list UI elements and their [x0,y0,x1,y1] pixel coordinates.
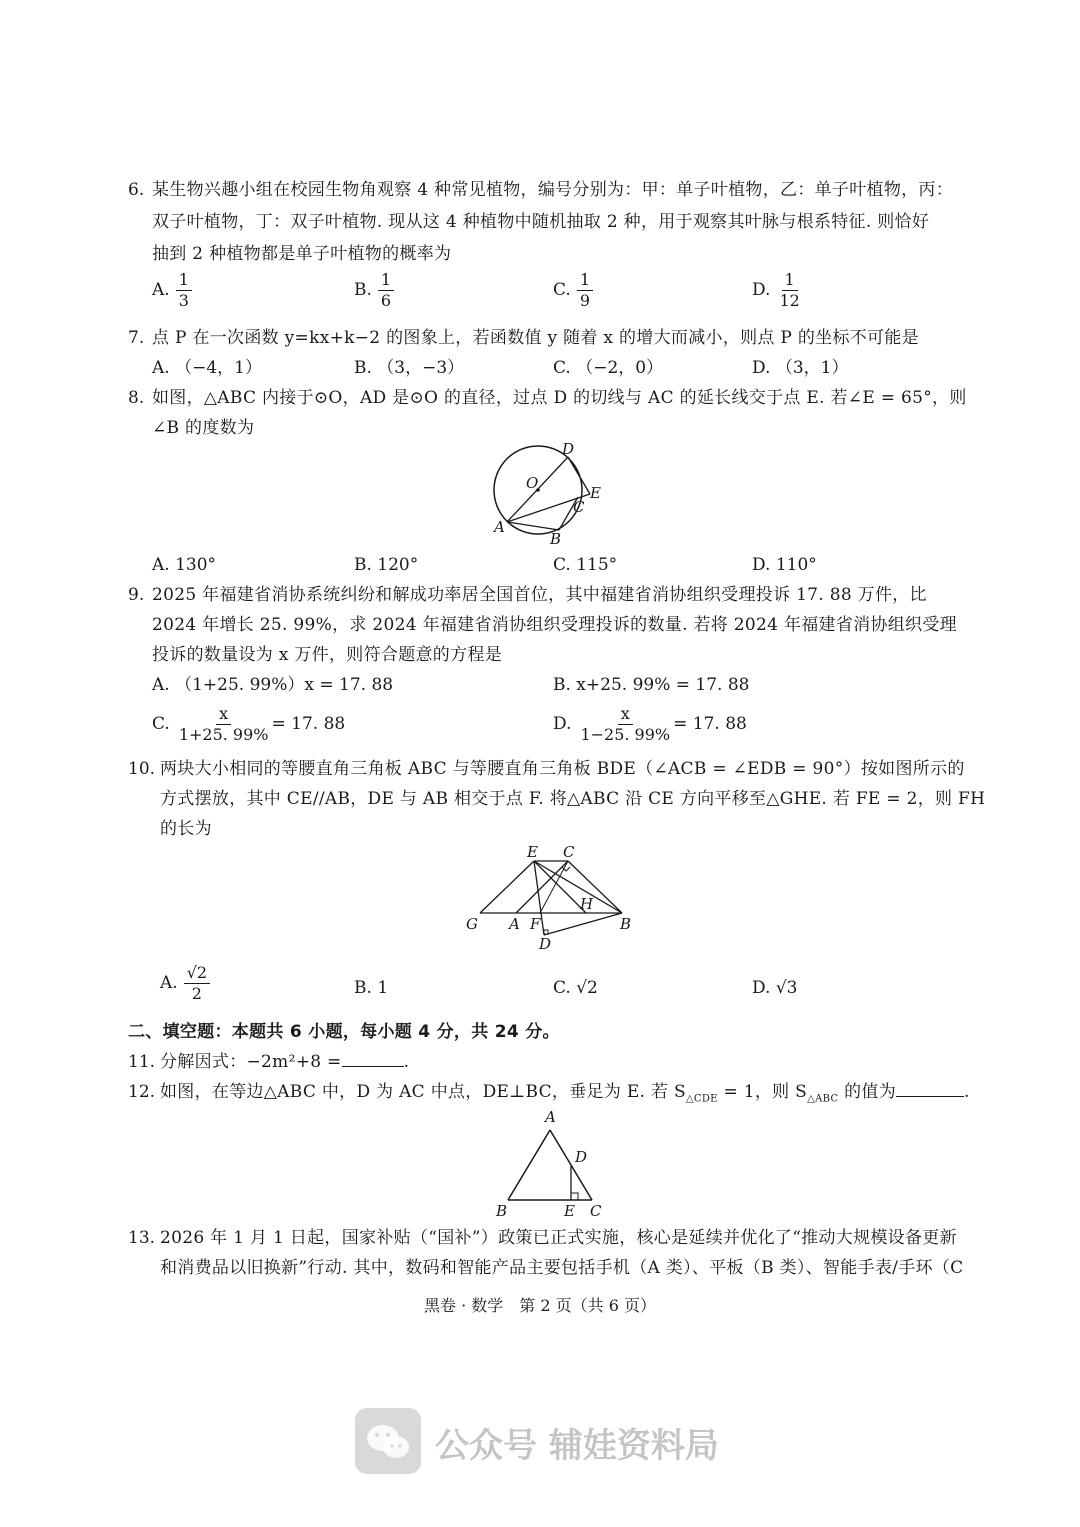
question-12-text-c: 的值为 [838,1082,897,1102]
option-value: 1 [377,978,389,998]
question-13-number: 13. [128,1228,156,1248]
option-label: C. [152,714,170,734]
equation-rhs: = 17. 88 [271,714,346,734]
question-10-line-3: 的长为 [160,819,212,839]
question-7-option-a: A. （−4，1） [152,358,262,378]
question-10-line-1: 两块大小相同的等腰直角三角板 ABC 与等腰直角三角板 BDE（∠ACB = ∠EDB = 90°）按如图所示的 [160,759,965,779]
watermark [355,1408,755,1486]
label-g: G [466,915,478,933]
question-7-option-c: C. （−2，0） [553,358,664,378]
question-12-text-a: 如图，在等边△ABC 中，D 为 AC 中点，DE⊥BC，垂足为 E. 若 S [160,1082,686,1102]
label-o: O [526,474,539,492]
question-6-line-2: 双子叶植物，丁：双子叶植物. 现从这 4 种植物中随机抽取 2 种，用于观察其叶脉与根系特征. 则恰好 [152,212,930,232]
fraction-numerator: √2 [184,963,210,984]
option-label: C. [553,280,571,300]
question-6-option-c [553,270,593,311]
fraction-numerator: 1 [378,270,394,291]
fraction-denominator: 1−25. 99% [580,725,671,744]
fraction-denominator: 9 [579,291,590,310]
question-7-text: 点 P 在一次函数 y=kx+k−2 的图象上，若函数值 y 随着 x 的增大而减小，则点 P 的坐标不可能是 [152,328,919,348]
option-value: √3 [775,978,798,998]
question-7-option-d: D. （3，1） [752,358,849,378]
page-footer: 黑卷 · 数学 第 2 页（共 6 页） [424,1296,656,1315]
question-6-option-d [752,270,803,311]
option-label: A. [152,280,170,300]
question-8-option-d: D. 110° [752,555,817,575]
option-label: B. [354,978,372,998]
question-10-option-b [354,976,388,1000]
answer-blank[interactable] [896,1080,964,1097]
question-8-option-a: A. 130° [152,555,217,575]
question-11-text: 分解因式：−2m²+8 = [160,1052,342,1072]
question-9-line-2: 2024 年增长 25. 99%，求 2024 年福建省消协组织受理投诉的数量. 若将 2024 年福建省消协组织受理 [152,615,957,635]
question-9-option-b: B. x+25. 99% = 17. 88 [553,675,750,695]
question-9-line-3: 投诉的数量设为 x 万件，则符合题意的方程是 [152,645,502,665]
option-label: D. [752,978,771,998]
section-2-heading: 二、填空题：本题共 6 小题，每小题 4 分，共 24 分。 [128,1022,560,1042]
option-label: B. [354,280,372,300]
question-11-number: 11. [128,1052,156,1072]
question-9-option-c [152,704,345,745]
question-9-number: 9. [128,585,145,605]
question-9-option-d [553,704,747,745]
option-label: D. [752,280,771,300]
subscript-abc: △ABC [807,1093,839,1105]
question-6-option-b [354,270,394,311]
fraction-numerator: 1 [782,270,798,291]
label-b: B [550,530,562,548]
fraction-denominator: 2 [191,984,202,1003]
label-a: A [494,518,505,536]
question-12-line [160,1080,970,1111]
question-8-option-c: C. 115° [553,555,618,575]
fraction-numerator: x [216,704,231,725]
question-9-option-a: A. （1+25. 99%）x = 17. 88 [152,675,394,695]
label-e: E [527,843,538,861]
label-h: H [580,895,594,913]
question-10-number: 10. [128,759,156,779]
question-6-number: 6. [128,180,145,200]
period: . [964,1082,970,1102]
watermark-text: 公众号 辅娃资料局 [435,1426,719,1466]
fraction-numerator: x [618,704,633,725]
question-13-line-2: 和消费品以旧换新”行动. 其中，数码和智能产品主要包括手机（A 类）、平板（B 类）、智能手表/手环（C [160,1258,964,1278]
fraction-numerator: 1 [577,270,593,291]
question-6-line-3: 抽到 2 种植物都是单子叶植物的概率为 [152,244,452,264]
question-10-line-2: 方式摆放，其中 CE//AB，DE 与 AB 相交于点 F. 将△ABC 沿 CE 方向平移至△GHE. 若 FE = 2，则 FH [160,789,986,809]
answer-blank[interactable] [342,1050,404,1067]
equilateral-triangle-figure [490,1108,610,1220]
wechat-logo-icon [355,1408,421,1474]
fraction-denominator: 1+25. 99% [178,725,269,744]
question-12-text-b: = 1，则 S [717,1082,808,1102]
question-8-number: 8. [128,388,145,408]
fraction-denominator: 3 [178,291,189,310]
question-7-number: 7. [128,328,145,348]
fraction-numerator: 1 [176,270,192,291]
option-label: A. [160,973,178,993]
option-label: C. [553,978,571,998]
question-7-option-b: B. （3，−3） [354,358,465,378]
fraction-denominator: 12 [779,291,800,310]
question-8-line-1: 如图，△ABC 内接于⊙O，AD 是⊙O 的直径，过点 D 的切线与 AC 的延长线交于点 E. 若∠E = 65°，则 [152,388,967,408]
question-6-line-1: 某生物兴趣小组在校园生物角观察 4 种常见植物，编号分别为：甲：单子叶植物，乙：单子叶植物，丙： [152,180,954,200]
question-12-number: 12. [128,1082,156,1102]
option-value: √2 [576,978,598,998]
question-6-option-a [152,270,192,311]
label-c: C [573,498,585,516]
label-e: E [590,484,601,502]
question-10-option-c [553,976,598,1000]
label-e: E [564,1202,575,1220]
question-11-line [160,1050,409,1074]
circle-figure [480,440,620,550]
equation-rhs: = 17. 88 [673,714,747,734]
triangle-plates-figure [460,843,640,955]
question-13-line-1: 2026 年 1 月 1 日起，国家补贴（“国补”）政策已正式实施，核心是延续并优化了“推动大规模设备更新 [160,1228,957,1248]
subscript-cde: △CDE [685,1093,718,1105]
option-label: D. [553,714,572,734]
label-c: C [563,843,575,861]
label-b: B [620,915,632,933]
label-d: D [539,935,552,953]
period: . [403,1052,410,1072]
question-9-line-1: 2025 年福建省消协系统纠纷和解成功率居全国首位，其中福建省消协组织受理投诉 17. 88 万件，比 [152,585,927,605]
label-c: C [590,1202,602,1220]
fraction-denominator: 6 [380,291,392,310]
question-10-option-d [752,976,798,1000]
question-10-option-a [160,963,210,1004]
label-f: F [530,915,541,933]
label-d: D [575,1148,588,1166]
label-a: A [545,1108,556,1126]
label-b: B [496,1202,508,1220]
label-d: D [562,440,575,458]
question-8-line-2: ∠B 的度数为 [152,418,255,438]
question-8-option-b: B. 120° [354,555,419,575]
label-a: A [509,915,520,933]
